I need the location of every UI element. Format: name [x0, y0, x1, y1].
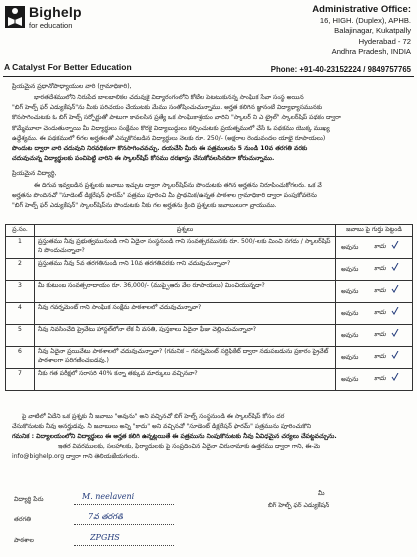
answer-yes-option[interactable]: అవును	[341, 244, 359, 251]
intro-paragraph	[12, 93, 412, 164]
table-row	[6, 281, 413, 303]
school-underline	[74, 545, 174, 546]
address-line: Andhra Pradesh, INDIA	[331, 46, 411, 56]
answer-no-option[interactable]: కాదు	[374, 353, 386, 360]
bighelp-logo-icon	[5, 6, 25, 28]
question-text: నీవు గవర్నమెంట్ గాని సాంఘిక సంక్షేమ పాఠశాలలో చదువుచున్నావా?	[35, 303, 336, 325]
column-header-questions: ప్రశ్నలు	[35, 225, 336, 237]
paragraph-line: ఈ దిగువ ఇవ్వబడిన ప్రశ్నలకు జవాబు ఇచ్చుట ద్వారా స్కాలర్‌షిప్‌ను పొందుటకు తగిన అర్హతను నిరూపించుకోగలరు. ఒక వే	[34, 182, 322, 189]
table-row	[6, 303, 413, 325]
question-number: 2	[6, 259, 35, 281]
answer-no-option[interactable]: కాదు	[374, 265, 386, 272]
answer-yes-option[interactable]: అవును	[341, 288, 359, 295]
address-line: 16, HIGH. (Duplex), APHB.	[319, 16, 411, 25]
handwritten-tick-icon	[391, 263, 399, 271]
handwritten-tick-icon	[391, 351, 399, 359]
answer-yes-option[interactable]: అవును	[341, 376, 359, 383]
address-line: Hyderabad - 72	[358, 36, 411, 46]
answer-no-option[interactable]: కాదు	[374, 309, 386, 316]
question-text: నీకు గత పరీక్షలో సరాసరి 40% కన్నా తక్కువ మార్కులు వచ్చినవా?	[35, 369, 336, 391]
question-number: 3	[6, 281, 35, 303]
student-name-value[interactable]: M. neelaveni	[82, 492, 135, 501]
note-line: చేసుకొనుటకు నీవు అనర్హుడవు. నీ జవాబులు అన్ని "కాదు" అని వచ్చినచో "సూడెంట్ డిక్లరేషన్ ఫారమ్" పత్రమును పూరించుకొని	[12, 423, 312, 430]
student-name-underline	[74, 504, 174, 505]
question-text: ప్రస్తుతము నీవు 5వ తరగతినుండి గాని 10వ తరగతివరకు గాని చదువుచున్నావా?	[35, 259, 336, 281]
question-text: నీవు నివసించేది ప్రైవేటు హాస్టల్‌లోనా లేక నీ వసతి, పుస్తకాలు ఏదైనా ఫీజు చెల్లించుచున్నావా?	[35, 325, 336, 347]
header-divider	[3, 76, 414, 77]
closing-signature: బిగ్ హెల్ప్ ఫర్ ఎడ్యుకేషన్	[268, 502, 330, 509]
table-row	[6, 325, 413, 347]
note-line: పై వాటిలో ఏదేని ఒక ప్రశ్నకు నీ జవాబు "అవును" అని వచ్చినచో బిగ్ హెల్ప్ సంస్థనుండి ఈ స్కాలర్‌షిప్ కోసం దర	[22, 413, 285, 420]
office-phone: Phone: +91-40-23152224 / 9849757765	[270, 65, 411, 74]
address-line: Balajinagar, Kukatpally	[334, 26, 411, 36]
paragraph-line: "బిగ్ హెల్ప్ ఫర్ ఎడ్యుకేషన్"ను మీకు పరిచయం చేయుటకు మేము సంతోషించుచున్నాము. అర్హత కలిగిన జ్ఞానంటే విద్యాభ్యాసమునకు	[12, 104, 323, 112]
question-number: 4	[6, 303, 35, 325]
answer-cell[interactable]	[336, 259, 413, 281]
handwritten-tick-icon	[391, 285, 399, 293]
student-name-label: విద్యార్థి పేరు	[14, 496, 44, 503]
column-header-answer: జవాబు పై గుర్తు పెట్టండి	[336, 225, 413, 237]
handwritten-tick-icon	[391, 241, 399, 249]
eligibility-table	[5, 224, 413, 391]
answer-no-option[interactable]: కాదు	[374, 243, 386, 250]
paragraph-line: కొమ్మేమూలా చెందుతున్నాయి మీ విద్యార్థులు సంక్షేమం కొరకై విద్యాబుద్ధులు కల్పించుటకు ప్రయత్నములో చేసే ఓ పథకము యొక్క ముఖ్య	[12, 124, 330, 132]
office-title: Administrative Office:	[312, 4, 411, 15]
table-row	[6, 237, 413, 259]
paragraph-line: చదువుచున్న విద్యార్థులకు పంచిపెట్టి వారిని ఈ స్కాలర్‌షిప్ కోసము దరఖాస్తు చేసుకోవలసినదిగా కోరుచున్నాము.	[12, 155, 275, 163]
paragraph-line: భారతదేశములోని నిరుపేద బాలబాలికల చదువుకై విద్యారంగంలోని కోటేల పెటటుకునన్న సాంఘిక సేవా సంస్థ అయిన	[34, 94, 304, 101]
handwritten-tick-icon	[391, 307, 399, 315]
handwritten-tick-icon	[391, 373, 399, 381]
question-text: నీవు ఏదైనా ప్రయివేటు పాఠశాలలో చదువుచున్నావా? (గమనిక – గవర్నమెంట్ సర్టిఫికేట్ ద్వారా నడుపబడును ప్రకారం ప్రైవేట్ పాఠశాలగా పరిగణించబడవు.)	[35, 347, 336, 369]
brand-name: Bighelp	[29, 4, 82, 20]
paragraph-line: అర్హతను పొందినచో "సూడెంట్ డిక్లరేషన్ ఫారమ్" పత్రము పూరించి మీ ప్రాథమిక/ఉన్నత పాఠశాల గ్రామాధికారి ద్వారా పంపుకోవలెను	[12, 192, 317, 200]
table-row	[6, 347, 413, 369]
school-value[interactable]: ZPGHS	[90, 533, 120, 542]
school-label: పాఠశాల	[14, 537, 34, 544]
question-text: మీ కుటుంబ సంవత్సరాదాయం రూ. 36,000/- (ముప్పైఆరు వేల రూపాయలు) మించియున్నదా?	[35, 281, 336, 303]
answer-cell[interactable]	[336, 325, 413, 347]
answer-cell[interactable]	[336, 347, 413, 369]
tagline: A Catalyst For Better Education	[4, 62, 132, 72]
question-number: 6	[6, 347, 35, 369]
class-value[interactable]: 7వ తరగతి	[88, 512, 124, 521]
paragraph-line: "బిగ్ హెల్ప్ ఫర్ ఎడ్యుకేషన్" స్కాలర్‌షిప్‌ను పొందుటకు నీకు గల అర్హతను క్రింది ప్రశ్నలకు జవాబులుగా వ్రాయుము.	[12, 202, 277, 210]
question-text: ప్రస్తుతము నీవు ప్రభుత్వమునుండి గాని ఏదైనా సంస్థనుండి గాని సంవత్సరమునకు రూ. 500/-లకు మించి నగదు / స్కాలర్‌షిప్ ని పొందుచున్నావా?	[35, 237, 336, 259]
instruction-paragraph	[12, 181, 412, 212]
paragraph-line: కొనసాగించుటకు ఓ బిగ్ హెల్ప్ సర్పోర్టుతో పాటుగా కావలసిన ప్రత్యే ఒక సాంఘికాశ్రయం వారిని "స్కాలర్ ని ఎ ట్రైల్" స్కాలర్‌షిప్ పథకం ద్వారా	[12, 114, 341, 122]
closing-line: మీ	[318, 490, 325, 497]
footer-notes	[12, 412, 412, 462]
answer-yes-option[interactable]: అవును	[341, 266, 359, 273]
brand-subtitle: for education	[29, 21, 73, 30]
answer-cell[interactable]	[336, 237, 413, 259]
question-number: 1	[6, 237, 35, 259]
table-row	[6, 259, 413, 281]
answer-yes-option[interactable]: అవును	[341, 310, 359, 317]
column-header-number: ప్ర.సం.	[6, 225, 35, 237]
answer-no-option[interactable]: కాదు	[374, 375, 386, 382]
table-row	[6, 369, 413, 391]
answer-no-option[interactable]: కాదు	[374, 331, 386, 338]
note-line: ఇతర వివరములకు, సలహాలకు, ఫిర్యాదులకు పై సంప్రదించిన ఏదైనా చిరునామాకు ఉత్తరము ద్వారా గాని, ఈ-మె	[58, 443, 321, 450]
student-greeting: ప్రియమైన విద్యార్థి,	[12, 170, 57, 177]
paragraph-line: పొందుట ద్వారా వారి చదువుని నిరవధికంగా కొనసాగించవచ్చు. దయచేసి మీరు ఈ పత్రములను 5 నుండి 10వ తరగతి వరకు	[12, 145, 308, 153]
question-number: 5	[6, 325, 35, 347]
salutation: ప్రియమైన ప్రధానోపాధ్యాయుల వారి (గ్రామాధికారి),	[12, 83, 132, 90]
question-number: 7	[6, 369, 35, 391]
class-underline	[74, 524, 174, 525]
office-address-block	[231, 3, 411, 74]
note-line: గమనిక : విద్యాలయంలోని విద్యార్థులు ఈ అర్హత కలిగి ఉన్నట్లయితే ఈ పత్రమును నింపుకొనుటకు నీవు ఏవిధమైన చర్యలు చేపట్టవచ్చును.	[12, 433, 337, 440]
table-header-row	[6, 225, 413, 237]
note-line: info@bighelp.org ద్వారా గాని తెలియజేయగలరు.	[12, 453, 140, 460]
handwritten-tick-icon	[391, 329, 399, 337]
answer-yes-option[interactable]: అవును	[341, 332, 359, 339]
answer-cell[interactable]	[336, 369, 413, 391]
paragraph-line: ఉద్దేశ్యము. ఈ పథకములో 6గల అర్హతలతో ఎన్నుకొనబడిన విద్యార్థులు నెలకు రూ. 250/- (అక్షరాల రెండువందల యాభై రూపాయలు)	[12, 134, 326, 142]
answer-cell[interactable]	[336, 303, 413, 325]
answer-cell[interactable]	[336, 281, 413, 303]
class-label: తరగతి	[14, 516, 31, 523]
answer-no-option[interactable]: కాదు	[374, 287, 386, 294]
answer-yes-option[interactable]: అవును	[341, 354, 359, 361]
